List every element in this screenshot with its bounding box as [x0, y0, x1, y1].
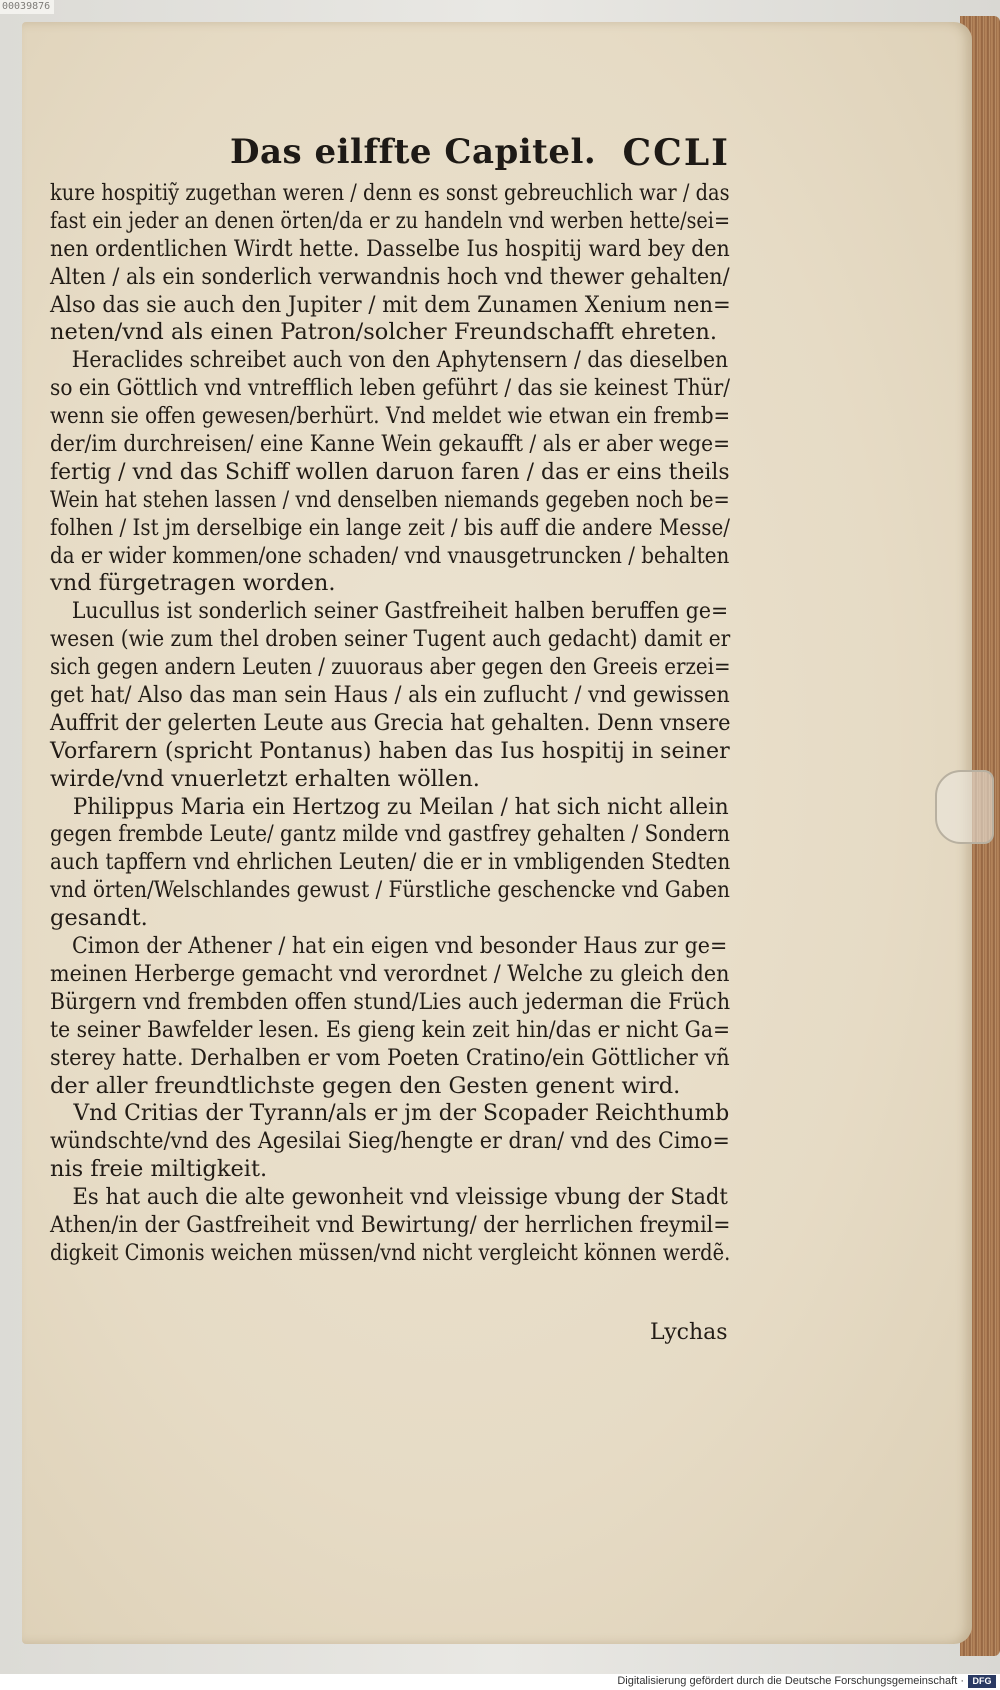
text-line: Es hat auch die alte gewonheit vnd vleissige vbung der Stadt [72, 1184, 728, 1211]
text-line: Alten / als ein sonderlich verwandnis hoch vnd thewer gehalten/ [50, 263, 730, 290]
text-line: kure hospitiỹ zugethan weren / denn es sonst gebreuchlich war / das [50, 180, 730, 206]
text-line: Wein hat stehen lassen / vnd denselben niemands gegeben noch be= [50, 486, 730, 513]
text-line: digkeit Cimonis weichen müssen/vnd nicht vergleicht können werdẽ. [50, 1239, 731, 1266]
text-line: te seiner Bawfelder lesen. Es gieng kein zeit hin/das er nicht Ga= [50, 1016, 731, 1043]
text-line: vnd fürgetragen worden. [50, 570, 336, 597]
text-line: wündschte/vnd des Agesilai Sieg/hengte er dran/ vnd des Cimo= [50, 1128, 730, 1155]
text-line: der/im durchreisen/ eine Kanne Wein gekaufft / als er aber wege= [50, 431, 731, 458]
funding-credit: Digitalisierung gefördert durch die Deutsche Forschungsgemeinschaft · [617, 1675, 964, 1687]
text-line: Heraclides schreibet auch von den Aphytensern / das dieselben [71, 347, 729, 374]
folio-number: CCLI [622, 132, 730, 174]
text-line: sterey hatte. Derhalben er vom Poeten Cratino/ein Göttlicher vñ [50, 1044, 730, 1071]
text-line: Vorfarern (spricht Pontanus) haben das Ius hospitij in seiner [50, 737, 730, 764]
text-line: fast ein jeder an denen örten/da er zu handeln vnd werben hette/sei= [50, 207, 731, 234]
footer-bar [0, 1674, 1000, 1690]
text-line: Auffrit der gelerten Leute aus Grecia hat gehalten. Denn vnsere [50, 709, 731, 736]
text-line: Philippus Maria ein Hertzog zu Meilan / hat sich nicht allein [72, 793, 729, 820]
text-line: Vnd Critias der Tyrann/als er jm der Scopader Reichthumb [73, 1100, 730, 1127]
text-line: Lucullus ist sonderlich seiner Gastfreiheit halben beruffen ge= [71, 598, 729, 625]
text-line: folhen / Ist jm derselbige ein lange zeit / bis auff die andere Messe/ [50, 514, 731, 541]
scan-id-label: 00039876 [0, 0, 54, 14]
text-line: Bürgern vnd frembden offen stund/Lies auch jederman die Früch [50, 988, 731, 1015]
text-line: da er wider kommen/one schaden/ vnd vnausgetruncken / behalten [50, 542, 730, 569]
page-header [230, 132, 730, 180]
chapter-title: Das eilffte Capitel. [230, 132, 597, 172]
text-line: Cimon der Athener / hat ein eigen vnd besonder Haus zur ge= [72, 933, 728, 960]
text-line: der aller freundtlichste gegen den Gesten genent wird. [50, 1072, 681, 1099]
text-line: meinen Herberge gemacht vnd verordnet / Welche zu gleich den [50, 960, 730, 987]
page-tab-marker [935, 770, 994, 844]
text-line: auch tapffern vnd ehrlichen Leuten/ die er in vmbligenden Stedten [50, 849, 731, 876]
text-line: vnd örten/Welschlandes gewust / Fürstliche geschencke vnd Gaben [50, 877, 730, 904]
text-line: gesandt. [50, 905, 148, 932]
text-line: sich gegen andern Leuten / zuuoraus aber gegen den Greeis erzei= [50, 654, 731, 681]
text-line: get hat/ Also das man sein Haus / als ein zuflucht / vnd gewissen [50, 682, 730, 709]
text-line: neten/vnd als einen Patron/solcher Freundschafft ehreten. [50, 319, 718, 346]
text-line: wirde/vnd vnuerletzt erhalten wöllen. [50, 765, 480, 792]
text-line: nis freie miltigkeit. [50, 1156, 268, 1183]
text-line: wesen (wie zum thel droben seiner Tugent auch gedacht) damit er [50, 626, 731, 653]
text-line: so ein Göttlich vnd vntrefflich leben geführt / das sie keinest Thür/ [50, 375, 731, 402]
text-line: nen ordentlichen Wirdt hette. Dasselbe Ius hospitij ward bey den [50, 235, 730, 262]
text-line: Athen/in der Gastfreiheit vnd Bewirtung/ der herrlichen freymil= [50, 1211, 731, 1238]
page-body-text [50, 180, 730, 1268]
text-line: Also das sie auch den Jupiter / mit dem Zunamen Xenium nen= [50, 291, 731, 318]
text-line: wenn sie offen gewesen/berhürt. Vnd meldet wie etwan ein fremb= [50, 403, 731, 430]
text-line: fertig / vnd das Schiff wollen daruon faren / das er eins theils [50, 458, 730, 485]
catchword: Lychas [650, 1320, 728, 1345]
dfg-logo: DFG [968, 1675, 996, 1688]
text-line: gegen frembde Leute/ gantz milde vnd gastfrey gehalten / Sondern [50, 821, 730, 848]
